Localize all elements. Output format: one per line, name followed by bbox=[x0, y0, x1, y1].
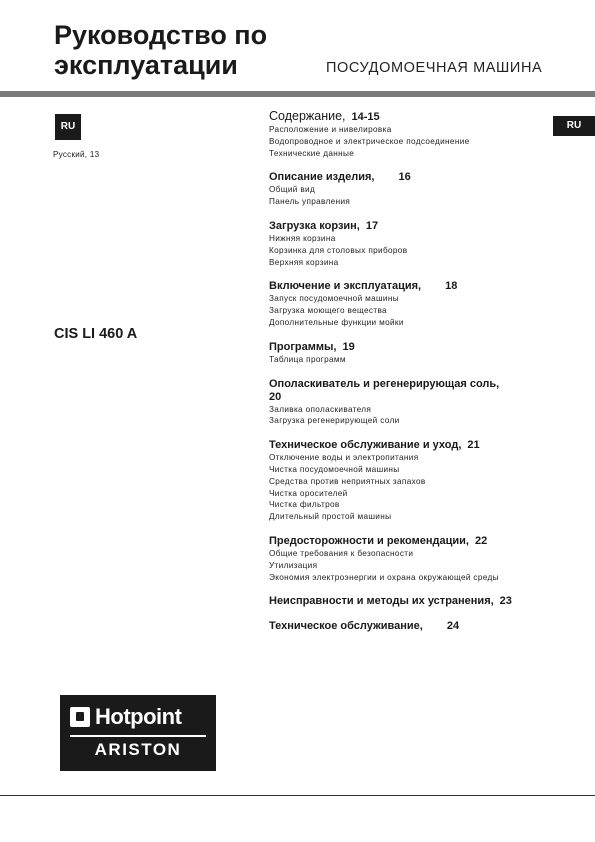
logo-sub-text: ARISTON bbox=[94, 740, 182, 759]
toc-item: Технические данные bbox=[269, 148, 355, 158]
title-line-1: Руководство по bbox=[54, 20, 268, 50]
toc-heading[interactable]: Неисправности и методы их устранения, 23 bbox=[269, 595, 512, 608]
toc-item: Чистка оросителей bbox=[269, 488, 348, 498]
toc-section-precautions bbox=[269, 535, 539, 583]
hotpoint-icon bbox=[70, 707, 90, 727]
toc-item: Таблица программ bbox=[269, 354, 346, 364]
toc-item: Запуск посудомоечной машины bbox=[269, 294, 399, 304]
toc-heading[interactable]: Техническое обслуживание, 24 bbox=[269, 620, 460, 633]
toc-section-contents bbox=[269, 110, 539, 159]
toc-item: Панель управления bbox=[269, 197, 351, 207]
header-rule bbox=[0, 91, 595, 97]
toc-section-troubleshooting bbox=[269, 595, 539, 608]
brand-logo bbox=[60, 695, 216, 771]
toc-item: Корзинка для столовых приборов bbox=[269, 245, 408, 255]
toc-heading[interactable]: Содержание, 14-15 bbox=[269, 109, 380, 123]
toc-item: Заливка ополаскивателя bbox=[269, 404, 372, 414]
side-language-tab: RU bbox=[553, 116, 595, 136]
toc-section-rinse-salt bbox=[269, 378, 539, 428]
toc-item: Загрузка регенерирующей соли bbox=[269, 416, 400, 426]
table-of-contents bbox=[269, 110, 539, 645]
toc-item: Длительный простой машины bbox=[269, 512, 392, 522]
logo-divider bbox=[70, 735, 206, 737]
toc-item: Дополнительные функции мойки bbox=[269, 317, 404, 327]
toc-item: Отключение воды и электропитания bbox=[269, 453, 419, 463]
toc-section-maintenance bbox=[269, 439, 539, 523]
footer-rule bbox=[0, 795, 595, 796]
toc-section-programs bbox=[269, 341, 539, 366]
product-type: ПОСУДОМОЕЧНАЯ МАШИНА bbox=[326, 60, 543, 76]
toc-item: Утилизация bbox=[269, 560, 318, 570]
toc-item: Общие требования к безопасности bbox=[269, 548, 414, 558]
toc-heading[interactable]: Описание изделия, 16 bbox=[269, 171, 411, 184]
toc-item: Экономия электроэнергии и охрана окружающей среды bbox=[269, 572, 499, 582]
toc-heading[interactable]: Техническое обслуживание и уход, 21 bbox=[269, 439, 480, 452]
model-number: CIS LI 460 A bbox=[54, 326, 138, 342]
toc-item: Чистка посудомоечной машины bbox=[269, 464, 400, 474]
toc-heading[interactable]: Ополаскиватель и регенерирующая соль, 20 bbox=[269, 377, 500, 403]
toc-heading[interactable]: Загрузка корзин, 17 bbox=[269, 219, 379, 232]
toc-heading[interactable]: Включение и эксплуатация, 18 bbox=[269, 280, 458, 293]
toc-section-operation bbox=[269, 280, 539, 328]
document-title bbox=[54, 20, 267, 80]
logo-brand-text: Hotpoint bbox=[95, 704, 182, 729]
title-line-2: эксплуатации bbox=[54, 50, 238, 80]
toc-section-service bbox=[269, 620, 539, 633]
toc-item: Средства против неприятных запахов bbox=[269, 476, 426, 486]
toc-item: Общий вид bbox=[269, 185, 316, 195]
language-page-ref: Русский, 13 bbox=[53, 150, 100, 159]
toc-section-loading bbox=[269, 220, 539, 268]
toc-heading[interactable]: Программы, 19 bbox=[269, 340, 355, 353]
toc-item: Расположение и нивелировка bbox=[269, 125, 392, 134]
toc-section-description bbox=[269, 171, 539, 208]
toc-item: Нижняя корзина bbox=[269, 233, 336, 243]
toc-item: Загрузка моющего вещества bbox=[269, 306, 387, 316]
toc-item: Чистка фильтров bbox=[269, 500, 340, 510]
toc-heading[interactable]: Предосторожности и рекомендации, 22 bbox=[269, 534, 488, 547]
toc-item: Водопроводное и электрическое подсоединение bbox=[269, 136, 470, 146]
language-badge: RU bbox=[55, 114, 81, 140]
toc-item: Верхняя корзина bbox=[269, 257, 339, 267]
